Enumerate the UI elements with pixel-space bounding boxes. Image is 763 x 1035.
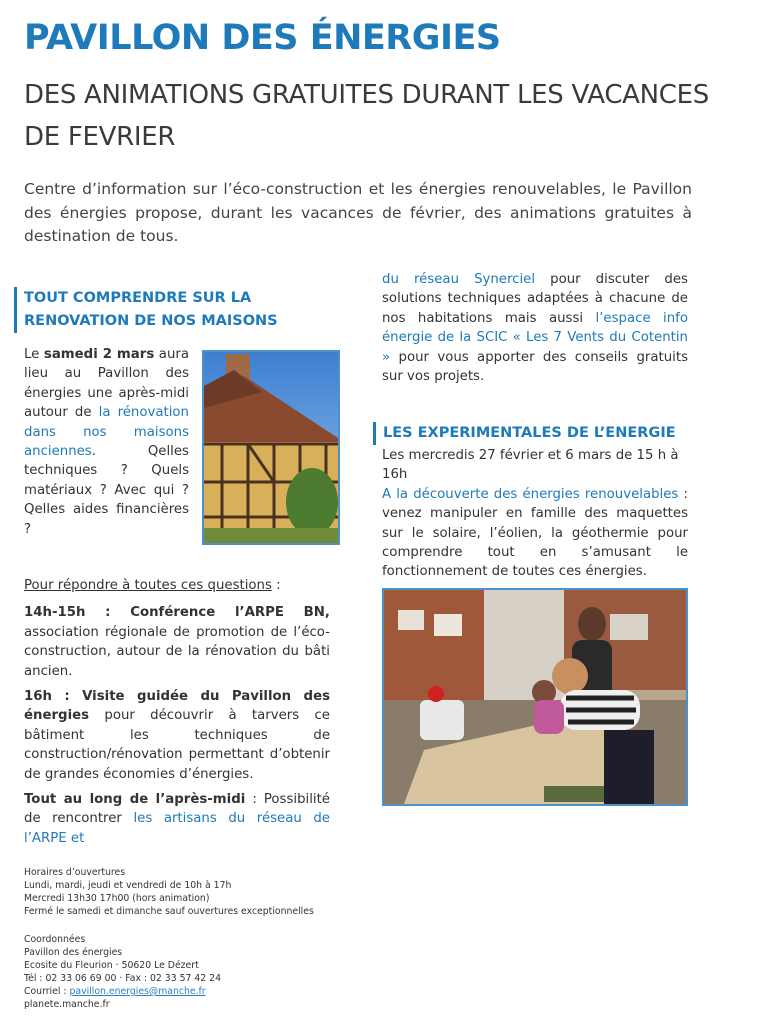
questions-intro-label: Pour répondre à toutes ces questions xyxy=(24,578,272,593)
hours-line: Fermé le samedi et dimanche sauf ouvertures exceptionnelles xyxy=(24,906,314,917)
email-link[interactable]: pavillon.energies@manche.fr xyxy=(69,986,206,997)
text-fragment: : venez manipuler en famille des maquettes sur le solaire, l’éolien, la géothermie pour comprendre tout en s’amusant le fonctionnement de toutes ces énergies. xyxy=(382,486,688,580)
workshop-illustration xyxy=(384,590,686,804)
program-item-visit xyxy=(24,687,330,784)
experimentales-text xyxy=(382,485,688,582)
hours-line: Mercredi 13h30 17h00 (hors animation) xyxy=(24,893,210,904)
text-fragment: aura lieu au Pavillon des énergies une après-midi autour de xyxy=(24,347,189,421)
program-label: : Conférence l’ARPE BN, xyxy=(85,605,330,621)
renovation-program xyxy=(24,576,330,854)
experimentales-dates: Les mercredis 27 février et 6 mars de 15 h à 16h xyxy=(382,448,679,483)
event-date: samedi 2 mars xyxy=(43,347,155,362)
program-time: 16h xyxy=(24,689,52,705)
opening-hours xyxy=(24,866,524,918)
house-photo xyxy=(202,350,340,545)
program-text: pour découvrir à tarvers ce bâtiment les techniques de construction/rénovation permettant d’obtenir de grandes économies d’énergies. xyxy=(24,708,330,782)
text-fragment: . Qelles techniques ? Quels matériaux ? Avec qui ? Qelles aides financières ? xyxy=(24,444,189,537)
program-time: 14h-15h xyxy=(24,605,86,621)
workshop-photo xyxy=(382,588,688,806)
contact-details xyxy=(24,933,524,1011)
synerciel-link[interactable]: du réseau Synerciel xyxy=(382,272,536,287)
program-item-conference xyxy=(24,603,330,681)
text-fragment: pour vous apporter des conseils gratuits sur vos projets. xyxy=(382,349,688,385)
experimentales-body xyxy=(382,446,688,582)
artisans-link[interactable]: les artisans du réseau de l’ARPE et xyxy=(24,811,330,846)
text-fragment: pour discuter des solutions techniques adaptées à chacune de nos habitations mais aussi xyxy=(382,272,688,326)
section-renovation-header xyxy=(14,287,314,333)
program-time: Tout au long de l’après-midi xyxy=(24,792,246,808)
program-item-afternoon xyxy=(24,790,330,848)
text-fragment: : xyxy=(271,578,281,593)
section-heading: LES EXPERIMENTALES DE L’ENERGIE xyxy=(373,422,693,445)
program-text: : Possibilité de rencontrer xyxy=(24,792,330,827)
program-label: : Visite guidée du Pavillon des énergies xyxy=(24,689,330,724)
contact-org: Pavillon des énergies xyxy=(24,947,123,958)
text-fragment: Le xyxy=(24,347,44,362)
contact-title: Coordonnées xyxy=(24,934,86,945)
website-link[interactable]: planete.manche.fr xyxy=(24,999,110,1010)
program-text: association régionale de promotion de l’éco-construction, autour de la rénovation du bâti ancien. xyxy=(24,624,330,679)
page-title: PAVILLON DES ÉNERGIES xyxy=(24,18,501,58)
espace-info-energie-link[interactable]: l’espace info énergie de la SCIC « Les 7 Vents du Cotentin » xyxy=(382,310,688,365)
email-label: Courriel : xyxy=(24,986,70,997)
contact-phone: Tél : 02 33 06 69 00 · Fax : 02 33 57 42 24 xyxy=(24,973,221,984)
contact-email-line xyxy=(24,985,524,998)
section-experimentales-header xyxy=(373,422,693,445)
renovation-continuation-text xyxy=(382,270,688,386)
page-subtitle: DES ANIMATIONS GRATUITES DURANT LES VACANCES DE FEVRIER xyxy=(24,80,709,152)
renovation-intro-text xyxy=(24,345,189,539)
hours-title: Horaires d’ouvertures xyxy=(24,867,126,878)
contact-address: Ecosite du Fleurion · 50620 Le Dézert xyxy=(24,960,199,971)
house-illustration xyxy=(204,352,338,543)
renovation-link[interactable]: la rénovation dans nos maisons anciennes xyxy=(24,405,189,460)
hours-line: Lundi, mardi, jeudi et vendredi de 10h à 17h xyxy=(24,880,232,891)
renewables-link[interactable]: A la découverte des énergies renouvelables xyxy=(382,486,679,502)
section-heading: TOUT COMPRENDRE SUR LA RENOVATION DE NOS MAISONS xyxy=(14,287,314,333)
questions-intro xyxy=(24,576,330,595)
intro-paragraph: Centre d’information sur l’éco-construction et les énergies renouvelables, le Pavillon des énergies propose, durant les vacances de février, des animations gratuites à destination de tous. xyxy=(24,180,692,245)
